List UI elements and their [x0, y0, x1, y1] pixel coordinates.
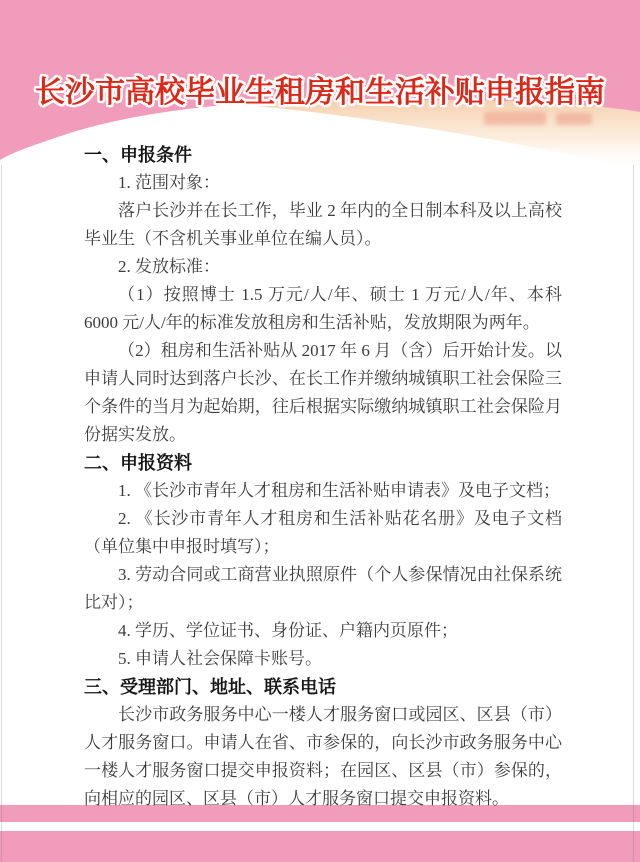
- page-edge-line: [633, 165, 634, 862]
- page-edge-line: [1, 165, 2, 862]
- doc-paragraph: 5. 申请人社会保障卡账号。: [118, 649, 322, 668]
- page-title: 长沙市高校毕业生租房和生活补贴申报指南: [35, 76, 605, 109]
- document-body: [84, 141, 562, 813]
- doc-paragraph: （1）按照博士 1.5 万元/人/年、硕士 1 万元/人/年、本科 6000 元/人/年的标准发放租房和生活补贴，发放期限为两年。: [84, 285, 562, 332]
- doc-paragraph: 长沙市政务服务中心一楼人才服务窗口或园区、区县（市）人才服务窗口。申请人在省、市参保的，向长沙市政务服务中心一楼人才服务窗口提交申报资料；在园区、区县（市）参保的，向相应的园区、区县（市）人才服务窗口提交申报资料。: [84, 705, 562, 808]
- title-ghost-artifact: [484, 112, 546, 125]
- footer-stripe-thick: [0, 831, 640, 862]
- doc-paragraph: 2. 《长沙市青年人才租房和生活补贴花名册》及电子文档（单位集中申报时填写）；: [84, 509, 562, 556]
- title-ghost-artifact: [556, 113, 592, 125]
- doc-paragraph: 4. 学历、学位证书、身份证、户籍内页原件；: [118, 621, 458, 640]
- section-heading-accepting-department: 三、受理部门、地址、联系电话: [84, 677, 336, 697]
- section-heading-application-conditions: 一、申报条件: [84, 145, 192, 165]
- doc-paragraph: 3. 劳动合同或工商营业执照原件（个人参保情况由社保系统比对）；: [84, 565, 562, 612]
- doc-paragraph: 1. 范围对象：: [118, 173, 220, 192]
- doc-paragraph: （2）租房和生活补贴从 2017 年 6 月（含）后开始计发。以申请人同时达到落户长沙、在长工作并缴纳城镇职工社会保险三个条件的当月为起始期，往后根据实际缴纳城镇职工社会保险月份据实发放。: [84, 341, 562, 444]
- section-heading-application-materials: 二、申报资料: [84, 453, 192, 473]
- doc-paragraph: 2. 发放标准：: [118, 257, 220, 276]
- doc-paragraph: 1. 《长沙市青年人才租房和生活补贴申请表》及电子文档；: [118, 481, 560, 500]
- doc-paragraph: 落户长沙并在长工作，毕业 2 年内的全日制本科及以上高校毕业生（不含机关事业单位在编人员）。: [84, 201, 562, 248]
